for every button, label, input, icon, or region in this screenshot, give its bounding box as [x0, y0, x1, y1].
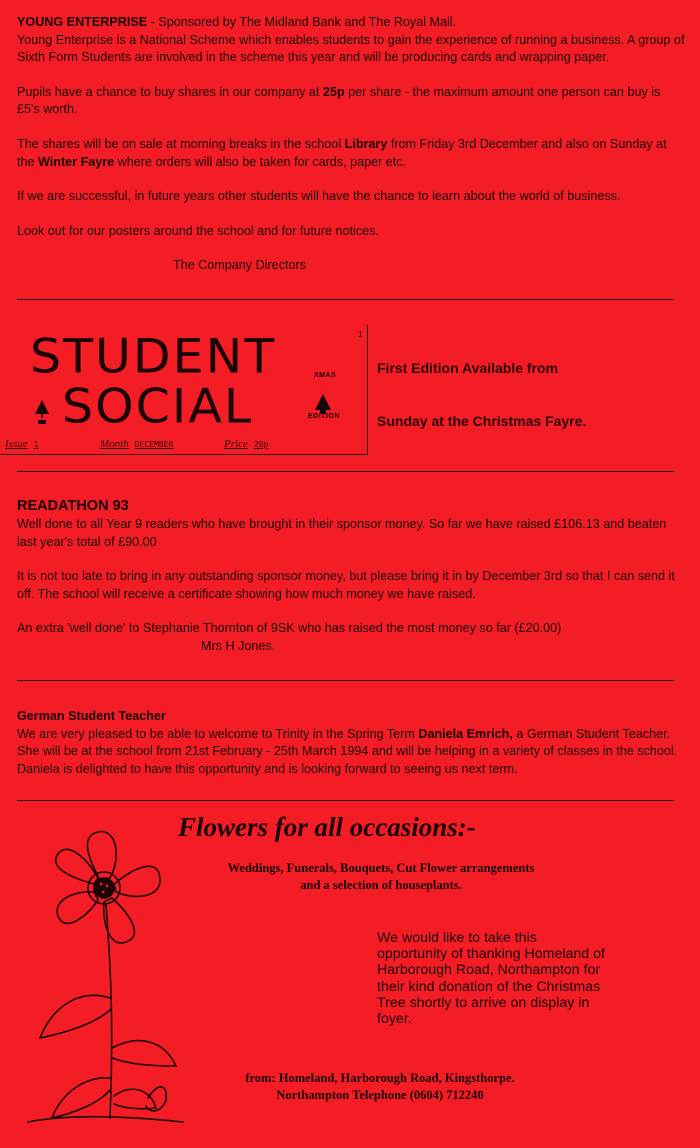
- para2-text-a: Pupils have a chance to buy shares in our company at: [17, 84, 323, 99]
- young-enterprise-para4: If we are successful, in future years other students will have the chance to learn about the world of business.: [17, 189, 621, 204]
- issue-label: Issue: [5, 438, 28, 450]
- library-word: Library: [344, 136, 388, 151]
- german-text-a: We are very pleased to be able to welcome to Trinity in the Spring Term: [17, 726, 419, 741]
- readathon-para3: An extra 'well done' to Stephanie Thornton of 9SK who has raised the most money so far (£20.00): [17, 621, 562, 636]
- edition-announce-line1: First Edition Available from: [377, 360, 558, 376]
- thanks-message: We would like to take this opportunity of thanking Homeland of Harborough Road, Northampton for their kind donation of the Christmas Tree shortly to arrive on display in foyer.: [377, 930, 605, 1028]
- young-enterprise-sponsor: - Sponsored by The Midland Bank and The Royal Mail.: [147, 15, 457, 29]
- flowers-subtitle-line1: Weddings, Funerals, Bouquets, Cut Flower arrangements: [227, 861, 535, 875]
- german-text-b: a German Student Teacher. She will be at the school from 21st February - 25th March 1994 and will be helping in a variety of classes in the school. Daniela is delighted to have this opportunity and is looking forward to seeing us next term.: [17, 726, 678, 776]
- readathon-para2: It is not too late to bring in any outstanding sponsor money, but please bring it in by December 3rd so that I can send it off. The school will receive a certificate showing how much money we have raised.: [17, 569, 675, 601]
- young-enterprise-para3: [17, 136, 685, 171]
- edition-announce-line2: Sunday at the Christmas Fayre.: [377, 413, 587, 429]
- masthead-border: [367, 325, 368, 455]
- young-enterprise-intro: [17, 14, 685, 32]
- issue-value: 1: [33, 440, 39, 449]
- flowers-subtitle: [196, 860, 566, 894]
- young-enterprise-para5: Look out for our posters around the school and for future notices.: [17, 223, 379, 238]
- contact-line1: from: Homeland, Harborough Road, Kingsthorpe.: [245, 1071, 515, 1085]
- masthead-bottom-border: [0, 454, 368, 455]
- edition-mark: EDITION: [308, 413, 340, 420]
- price-value: 20p: [253, 440, 269, 449]
- share-price: 25p: [322, 84, 345, 99]
- month-value: DECEMBER: [134, 440, 174, 449]
- price-label: Price: [224, 438, 248, 450]
- german-teacher-para: [17, 726, 685, 779]
- divider: [17, 800, 674, 801]
- young-enterprise-section: [17, 14, 685, 275]
- contact-line2: Northampton Telephone (0604) 712240: [276, 1088, 484, 1102]
- xmas-mark: XMAS: [314, 372, 337, 379]
- para2-text-b: per share - the maximum amount one person can buy is £5's worth.: [17, 84, 661, 117]
- price-field: [224, 438, 268, 450]
- divider: [17, 299, 674, 300]
- young-enterprise-para2: [17, 84, 685, 119]
- para3-text-b: from Friday 3rd December and also on Sunday at the: [17, 136, 667, 169]
- young-enterprise-signoff: The Company Directors: [173, 258, 306, 273]
- contact-address: [200, 1070, 560, 1104]
- month-label: Month: [100, 438, 129, 450]
- masthead-word-social: SOCIAL: [62, 379, 254, 434]
- divider: [17, 471, 674, 472]
- masthead-issue-bar: [0, 438, 368, 458]
- readathon-signoff: Mrs H Jones.: [201, 638, 276, 653]
- readathon-section: [17, 497, 685, 656]
- teacher-name: Daniela Emrich,: [418, 726, 513, 741]
- winter-fayre-word: Winter Fayre: [38, 154, 115, 169]
- flower-illustration-icon: [18, 818, 188, 1138]
- para3-text-a: The shares will be on sale at morning breaks in the school: [17, 136, 345, 151]
- readathon-heading: READATHON 93: [17, 498, 129, 514]
- flowers-subtitle-line2: and a selection of houseplants.: [300, 878, 462, 892]
- issue-field: [5, 438, 38, 450]
- masthead-triangle-icon: [33, 390, 51, 436]
- young-enterprise-heading: YOUNG ENTERPRISE: [17, 15, 148, 29]
- divider: [17, 680, 674, 681]
- german-teacher-section: [17, 708, 685, 778]
- readathon-para1: Well done to all Year 9 readers who have brought in their sponsor money. So far we have raised £106.13 and beaten last year's total of £90.00: [17, 517, 667, 549]
- german-teacher-heading: German Student Teacher: [17, 709, 166, 723]
- flowers-title: Flowers for all occasions:-: [178, 812, 476, 842]
- para3-text-c: where orders will also be taken for cards, paper etc.: [114, 154, 407, 169]
- month-field: [100, 438, 173, 450]
- page-mark: 1: [358, 330, 363, 339]
- young-enterprise-para1: Young Enterprise is a National Scheme which enables students to gain the experience of running a business. A group of Sixth Form Students are involved in the scheme this year and will be producing cards and wrapping paper.: [17, 32, 685, 65]
- masthead-word-student: STUDENT: [30, 329, 277, 384]
